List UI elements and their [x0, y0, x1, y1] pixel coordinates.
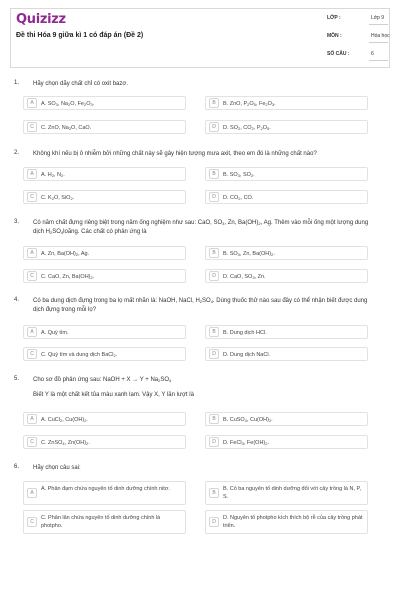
q5-option-d[interactable] [205, 435, 368, 449]
option-letter: D [209, 349, 219, 359]
option-letter: B [209, 488, 219, 498]
question-number: 3. [14, 219, 20, 225]
option-letter: A [27, 414, 37, 424]
q6-option-b[interactable] [205, 481, 368, 505]
option-letter: A [27, 98, 37, 108]
option-text: A. CuCl$_2$, $Cu(OH)_2$. [41, 417, 88, 423]
option-letter: A [27, 169, 37, 179]
q2-option-b[interactable] [205, 167, 368, 181]
option-letter: B [209, 248, 219, 258]
option-letter: D [209, 271, 219, 281]
option-text: C. Phân lân chứa nguyên tố dinh dưỡng chính là photpho. [41, 515, 161, 529]
q6-option-d[interactable] [205, 510, 368, 534]
q6-option-c[interactable] [23, 510, 186, 534]
q5-option-a[interactable] [23, 412, 186, 426]
question-number: 1. [14, 80, 20, 86]
meta-row-count [327, 47, 390, 63]
option-text: D. FeCl$_3$, $Fe(OH)_2$. [223, 440, 270, 446]
option-letter: C [27, 122, 37, 132]
meta-value: Lớp 9 [371, 15, 385, 21]
meta-key: MÔN : [327, 33, 342, 39]
option-text: B. Có ba nguyên tố dinh dưỡng đối với cây trồng là N, P, S. [223, 486, 361, 500]
meta-panel [327, 9, 390, 67]
option-text: B. CuSO$_4$, $Cu(OH)_2$. [223, 417, 273, 423]
option-letter: A [27, 488, 37, 498]
q4-option-b[interactable] [205, 325, 368, 339]
option-letter: C [27, 271, 37, 281]
option-letter: B [209, 327, 219, 337]
q3-option-c[interactable] [23, 269, 186, 283]
q2-option-a[interactable] [23, 167, 186, 181]
question-text: Không khí nếu bị ô nhiễm bởi những chất này sẽ gây hiện tượng mưa axit, theo em đó là những chất nào? [33, 151, 317, 157]
option-text: D. CaO, $SO_3$, Zn. [223, 274, 266, 280]
q3-option-b[interactable] [205, 246, 368, 260]
worksheet-header [10, 8, 390, 68]
question-text: Có ba dung dịch đựng trong ba lọ mất nhãn là: NaOH, NaCl, $H_2SO_4$. Dùng thuốc thử nào sau đây có thể nhận biết được dung dịch đựng trong mỗi lọ? [33, 298, 368, 313]
document-title: Đề thi Hóa 9 giữa kì 1 có đáp án (Đề 2) [16, 32, 144, 39]
question-text: Hãy chọn dãy chất chỉ có oxit bazơ. [33, 81, 128, 87]
option-letter: C [27, 437, 37, 447]
option-text: B. $SO_3$, $SO_2$. [223, 172, 255, 178]
question-number: 4. [14, 297, 20, 303]
meta-row-class [327, 11, 390, 27]
option-letter: B [209, 169, 219, 179]
question-text: Hãy chọn câu sai: [33, 465, 81, 471]
option-letter: D [209, 122, 219, 132]
q3-option-a[interactable] [23, 246, 186, 260]
option-text: B. Dung dịch HCl. [223, 330, 267, 336]
question-text: Cho sơ đồ phản ứng sau: NaOH + $X \to Y + Na_2SO_4$ [33, 377, 172, 383]
meta-row-subject [327, 29, 390, 45]
option-text: D. Nguyên tố photpho kích thích bộ rễ của cây trồng phát triển. [223, 515, 363, 529]
q6-option-a[interactable] [23, 481, 186, 505]
meta-value: 6 [371, 51, 374, 57]
option-letter: C [27, 192, 37, 202]
q4-option-c[interactable] [23, 347, 186, 361]
option-letter: A [27, 327, 37, 337]
meta-key: SỐ CÂU : [327, 51, 350, 57]
option-letter: D [209, 517, 219, 527]
option-text: A. Quỳ tím. [41, 330, 69, 336]
option-text: D. Dung dịch NaCl. [223, 352, 271, 358]
meta-key: LỚP : [327, 15, 341, 21]
q5-option-b[interactable] [205, 412, 368, 426]
option-text: C. CaO, Zn, $Ba(OH)_2$. [41, 274, 95, 280]
q4-option-d[interactable] [205, 347, 368, 361]
option-letter: B [209, 98, 219, 108]
q1-option-a[interactable] [23, 96, 186, 110]
option-letter: C [27, 349, 37, 359]
q2-option-d[interactable] [205, 190, 368, 204]
option-text: C. $K_2O$, SiO$_2$. [41, 195, 75, 201]
option-text: A. Phân đạm chứa nguyên tố dinh dưỡng chính nitơ. [41, 486, 170, 492]
question-number: 2. [14, 150, 20, 156]
option-letter: C [27, 517, 37, 527]
option-text: D. $CO_2$, CO. [223, 195, 254, 201]
option-letter: A [27, 248, 37, 258]
option-text: B. $SO_3$, Zn, $Ba(OH)_2$. [223, 251, 275, 257]
meta-underline [369, 24, 388, 25]
question-text: Có năm chất đựng riêng biệt trong năm ống nghiệm như sau: CaO, $SO_3$, Zn, $Ba(OH)_2$, Ag. Thêm vào mỗi ống một lượng dung dịch $H_2SO_4loãng$. Các chất có phản ứng là [33, 220, 369, 235]
q1-option-b[interactable] [205, 96, 368, 110]
option-text: C. ZnSO$_4$, $Zn(OH)_2$. [41, 440, 90, 446]
option-text: A. Zn, $Ba(OH)_2$, Ag. [41, 251, 90, 257]
option-text: A. $SO_3$, $Na_2O$, $Fe_2O_3$. [41, 101, 95, 107]
option-letter: B [209, 414, 219, 424]
quizizz-logo: Quizizz [16, 12, 66, 27]
meta-underline [369, 42, 388, 43]
question-subtext: Biết Y là một chất kết tủa màu xanh lam. Vậy X, Y lần lượt là [33, 392, 194, 398]
q1-option-c[interactable] [23, 120, 186, 134]
question-number: 6. [14, 464, 20, 470]
option-text: C. Quỳ tím và dung dịch BaCl$_2$. [41, 352, 118, 358]
q3-option-d[interactable] [205, 269, 368, 283]
option-text: D. $SO_2$, $CO_2$, $P_2O_5$. [223, 125, 271, 131]
option-letter: D [209, 192, 219, 202]
q1-option-d[interactable] [205, 120, 368, 134]
q4-option-a[interactable] [23, 325, 186, 339]
meta-underline [369, 60, 388, 61]
option-letter: D [209, 437, 219, 447]
meta-value: Hóa học [371, 33, 390, 39]
q2-option-c[interactable] [23, 190, 186, 204]
option-text: B. ZnO, $P_2O_5$, $Fe_2O_3$. [223, 101, 276, 107]
option-text: C. ZnO, $Na_2O$, CaO. [41, 125, 92, 131]
option-text: A. $H_2$, $N_2$. [41, 172, 65, 178]
q5-option-c[interactable] [23, 435, 186, 449]
question-number: 5. [14, 376, 20, 382]
